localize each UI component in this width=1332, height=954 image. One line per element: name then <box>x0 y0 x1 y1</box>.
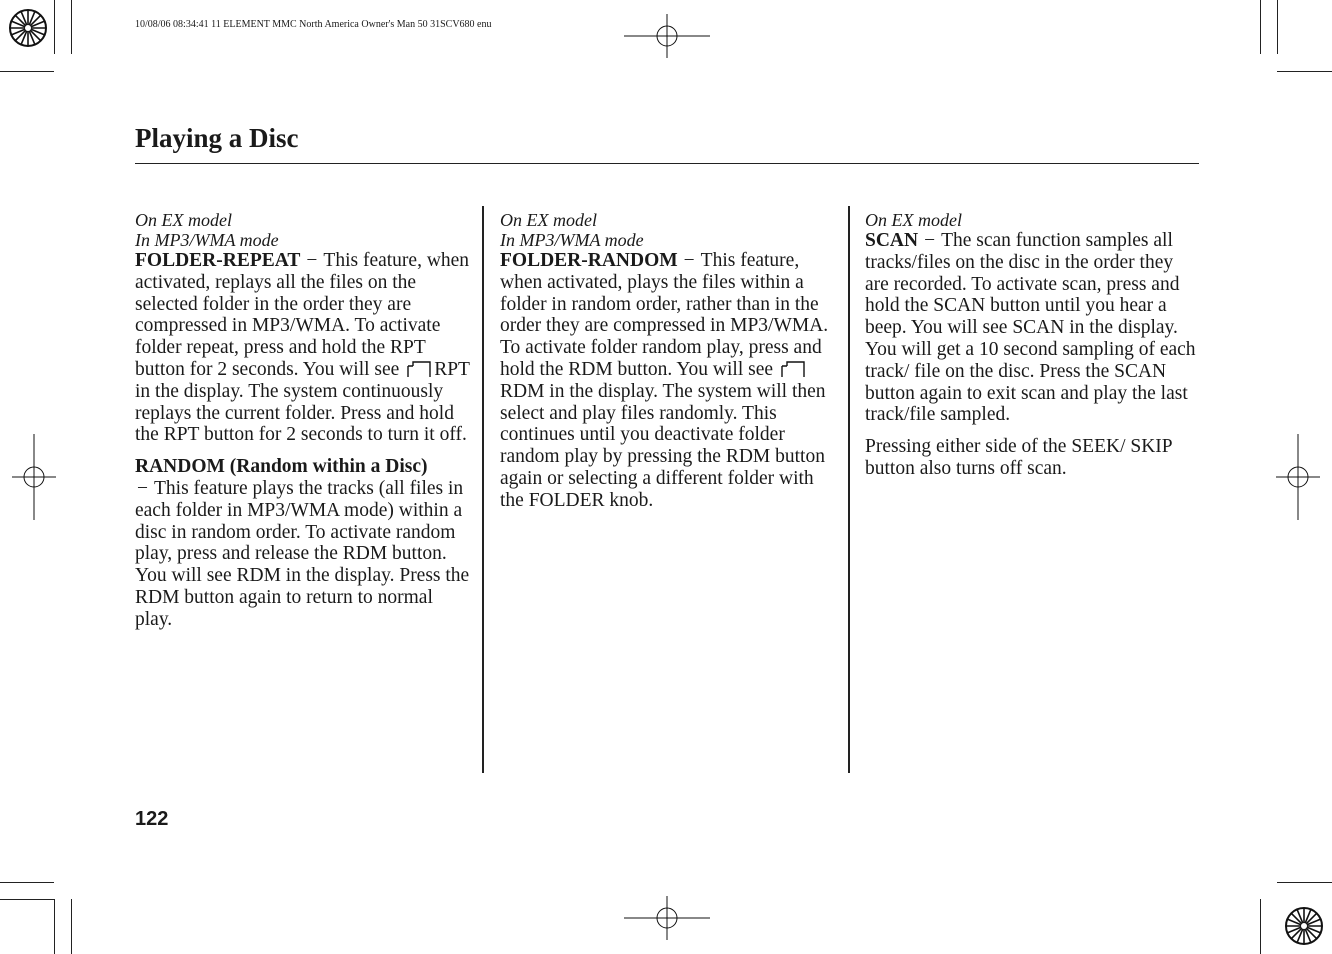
seek-note: Pressing either side of the SEEK/ SKIP button also turns off scan. <box>865 436 1172 479</box>
random-text: This feature plays the tracks (all files in each folder in MP3/WMA mode) within a disc in random order. To activate random play, press and release the RDM button. You will see RDM in the display. Press the RDM button again to return to normal play. <box>135 477 470 630</box>
crosshair-icon <box>624 896 710 940</box>
crosshair-icon <box>12 434 56 520</box>
crop-mark <box>54 899 55 954</box>
column-1 <box>135 210 471 631</box>
page-title: Playing a Disc <box>135 123 299 153</box>
scan-heading: SCAN <box>865 230 919 251</box>
crop-mark <box>1277 882 1332 883</box>
dash: − <box>683 250 695 271</box>
crop-mark <box>1277 71 1332 72</box>
crop-mark <box>1277 0 1278 54</box>
model-note: On EX model <box>135 210 232 230</box>
crop-mark <box>54 0 55 54</box>
folder-repeat-text: This feature, when activated, replays all the files on the selected folder in the order they are compressed in MP3/WMA. To activate folder repeat, press and hold the RPT button for 2 seconds. You will see <box>135 250 470 380</box>
page-number: 122 <box>135 808 169 830</box>
print-info: 10/08/06 08:34:41 11 ELEMENT MMC North America Owner's Man 50 31SCV680 enu <box>135 19 492 30</box>
model-note: On EX model <box>865 210 962 230</box>
dash: − <box>137 477 148 499</box>
folder-repeat-section <box>135 210 471 446</box>
random-heading: RANDOM (Random within a Disc) <box>135 456 428 478</box>
folder-repeat-heading: FOLDER-REPEAT <box>135 250 301 271</box>
dash: − <box>924 230 936 251</box>
scan-text: The scan function samples all tracks/files on the disc in the order they are recorded. To activate scan, press and hold the SCAN button until you hear a beep. You will see SCAN in the display. You will get a 10 second sampling of each track/ file on the disc. Press the SCAN button again to exit scan and play the last track/file sampled. <box>865 230 1196 426</box>
crop-mark <box>1260 899 1261 954</box>
column-divider <box>482 206 484 773</box>
crop-mark <box>1260 0 1261 54</box>
crop-mark <box>0 882 54 883</box>
crop-mark <box>71 0 72 54</box>
crop-mark <box>0 899 54 900</box>
random-section <box>135 456 471 630</box>
folder-random-heading: FOLDER-RANDOM <box>500 250 678 271</box>
starburst-icon <box>1284 906 1324 946</box>
crop-mark <box>0 71 54 72</box>
crop-mark <box>71 899 72 954</box>
crosshair-icon <box>624 14 710 58</box>
folder-random-section <box>500 210 832 512</box>
header-rule <box>135 163 1199 164</box>
folder-random-text: This feature, when activated, plays the files within a folder in random order, rather than in the order they are compressed in MP3/WMA. To activate folder random play, press and hold the RDM button. You will see <box>500 250 829 380</box>
column-2 <box>500 210 832 512</box>
scan-section <box>865 210 1201 426</box>
folder-bracket-icon <box>781 361 805 378</box>
crosshair-icon <box>1276 434 1320 520</box>
dash: − <box>306 250 318 271</box>
folder-random-text-cont: RDM in the display. The system will then select and play files randomly. This continues until you deactivate folder random play by pressing the RDM button again or selecting a different folder with the FOLDER knob. <box>500 380 826 511</box>
starburst-icon <box>8 8 48 48</box>
folder-repeat-text-cont: RPT in the display. The system continuously replays the current folder. Press and hold the RPT button for 2 seconds to turn it off. <box>135 358 470 446</box>
mode-note: In MP3/WMA mode <box>500 230 644 250</box>
column-3 <box>865 210 1201 480</box>
column-divider <box>848 206 850 773</box>
folder-bracket-icon <box>407 361 431 378</box>
mode-note: In MP3/WMA mode <box>135 230 279 250</box>
model-note: On EX model <box>500 210 597 230</box>
